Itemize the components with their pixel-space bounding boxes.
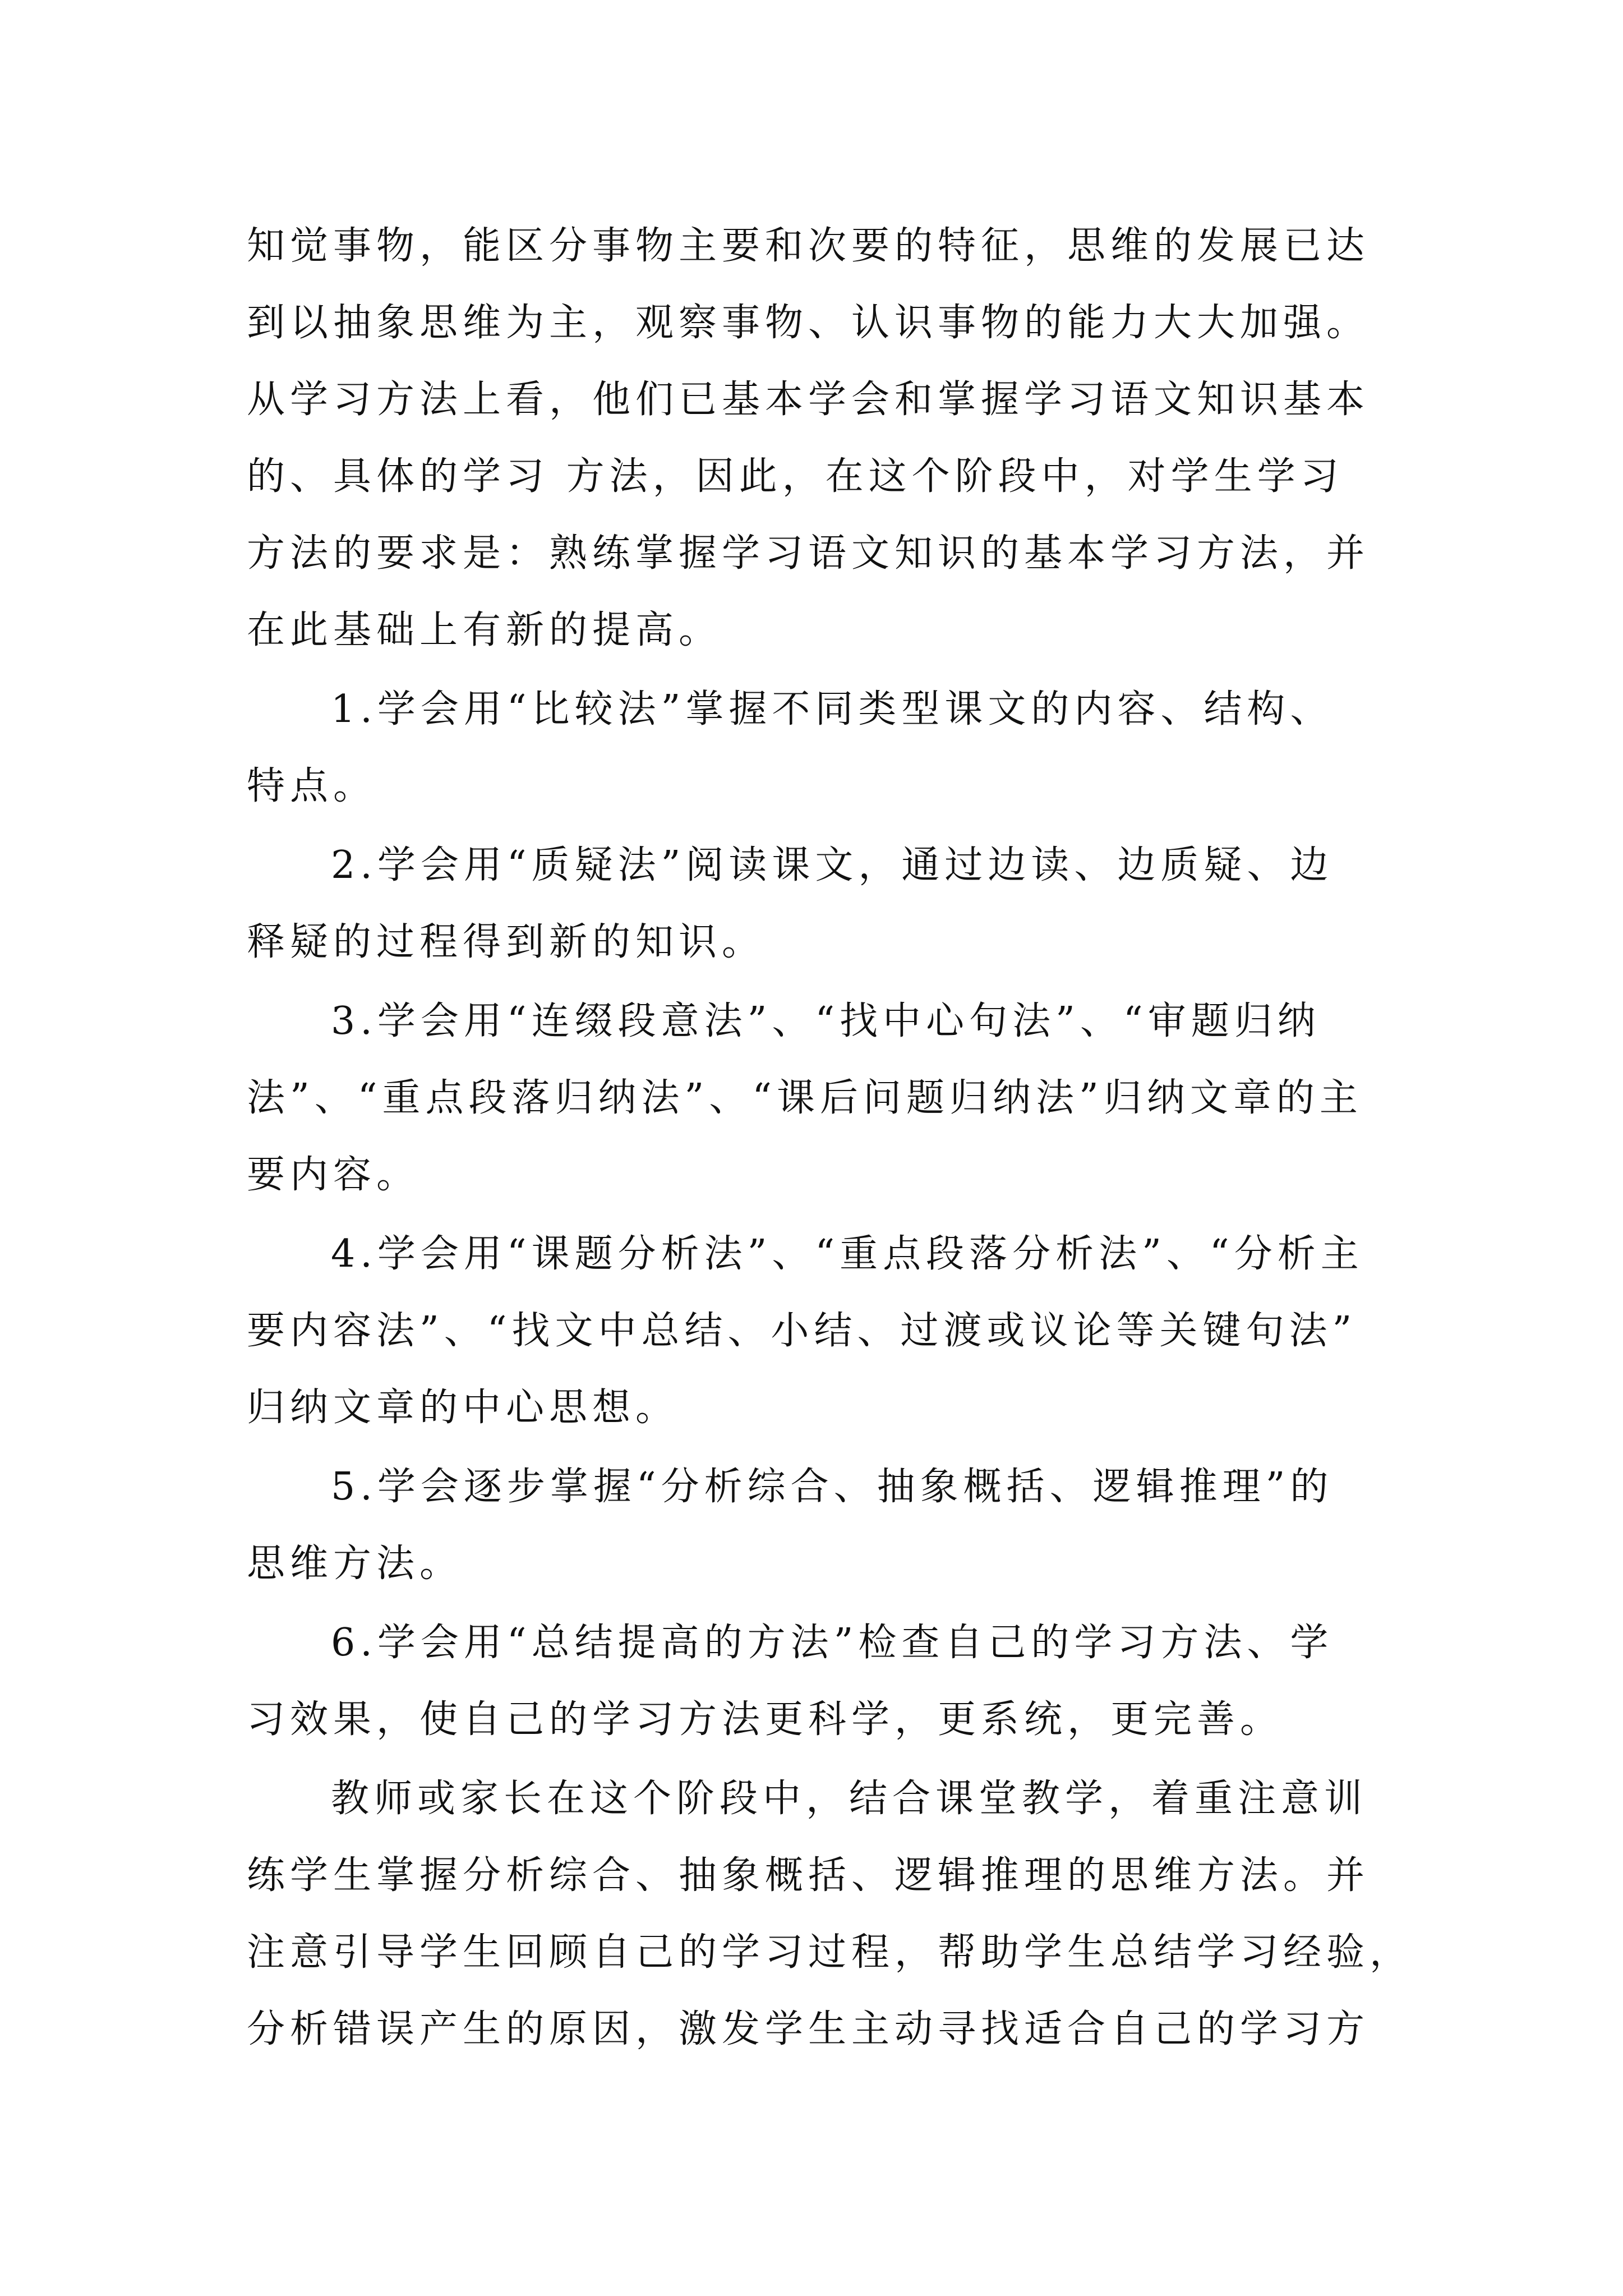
- text-line: 方法的要求是：熟练掌握学习语文知识的基本学习方法，并: [247, 531, 1370, 576]
- text-line: 3.学会用“连缀段意法”、“找中心句法”、“审题归纳: [331, 999, 1321, 1043]
- text-line: 练学生掌握分析综合、抽象概括、逻辑推理的思维方法。并: [247, 1853, 1370, 1898]
- text-line: 到以抽象思维为主，观察事物、认识事物的能力大大加强。: [247, 301, 1370, 345]
- paragraph-teacher-guidance: [247, 1760, 1413, 2068]
- list-item-1: [247, 671, 1385, 825]
- text-line: 5.学会逐步掌握“分析综合、抽象概括、逻辑推理”的: [331, 1465, 1334, 1509]
- text-line: 注意引导学生回顾自己的学习过程，帮助学生总结学习经验，: [247, 1930, 1413, 1975]
- text-line: 特点。: [247, 764, 377, 808]
- text-line: 释疑的过程得到新的知识。: [247, 920, 766, 964]
- text-line: 2.学会用“质疑法”阅读课文，通过边读、边质疑、边: [331, 843, 1334, 887]
- list-item-4: [247, 1216, 1385, 1446]
- text-line: 习效果，使自己的学习方法更科学，更系统，更完善。: [247, 1697, 1284, 1742]
- text-line: 要内容。: [247, 1153, 420, 1197]
- text-line: 在此基础上有新的提高。: [247, 608, 722, 652]
- text-line: 的、具体的学习 方法，因此，在这个阶段中，对学生学习: [247, 454, 1344, 499]
- list-item-2: [247, 827, 1385, 981]
- list-item-3: [247, 983, 1385, 1213]
- text-line: 4.学会用“课题分析法”、“重点段落分析法”、“分析主: [331, 1232, 1364, 1276]
- text-line: 从学习方法上看，他们已基本学会和掌握学习语文知识基本: [247, 378, 1370, 422]
- text-line: 要内容法”、“找文中总结、小结、过渡或议论等关键句法”: [247, 1309, 1357, 1353]
- text-line: 思维方法。: [247, 1542, 463, 1586]
- document-body: [247, 208, 1413, 2068]
- list-item-5: [247, 1448, 1385, 1602]
- list-item-6: [247, 1604, 1385, 1758]
- text-line: 分析错误产生的原因，激发学生主动寻找适合自己的学习方: [247, 2007, 1370, 2051]
- text-line: 1.学会用“比较法”掌握不同类型课文的内容、结构、: [331, 687, 1334, 731]
- paragraph-continuation: [247, 208, 1385, 669]
- text-line: 法”、“重点段落归纳法”、“课后问题归纳法”归纳文章的主: [247, 1076, 1363, 1120]
- text-line: 知觉事物，能区分事物主要和次要的特征，思维的发展已达: [247, 224, 1370, 268]
- text-line: 6.学会用“总结提高的方法”检查自己的学习方法、学: [331, 1621, 1334, 1665]
- text-line: 教师或家长在这个阶段中，结合课堂教学，着重注意训: [331, 1777, 1368, 1821]
- text-line: 归纳文章的中心思想。: [247, 1386, 679, 1430]
